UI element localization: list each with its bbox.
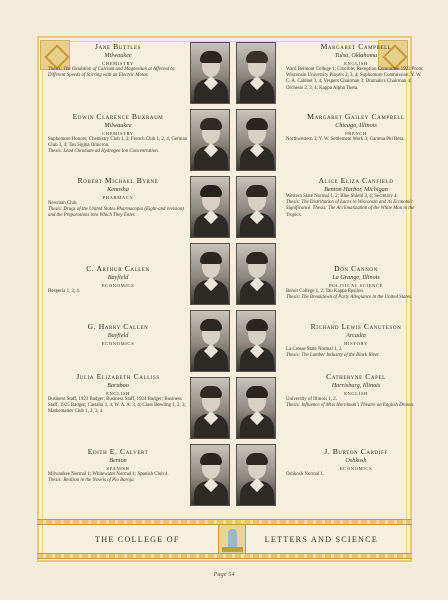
portrait-photo bbox=[236, 243, 276, 305]
student-name: Edwin Clarence Buxbaum bbox=[72, 112, 164, 121]
portrait-hair bbox=[246, 453, 268, 465]
portrait-hair bbox=[200, 118, 222, 130]
student-activities: La Crosse State Normal 1, 2. bbox=[286, 347, 343, 352]
student-thesis: Thesis: The Breakdown of Party Allegiance in the United States. bbox=[286, 295, 413, 301]
footer-banner bbox=[37, 519, 412, 559]
student-thesis: Thesis: Drugs of the United States Pharmacopia (Eight-and revision) and the Preparations into Which They Enter. bbox=[48, 207, 184, 219]
footer-left-text: THE COLLEGE OF bbox=[95, 535, 180, 544]
student-activities: Business Staff, 1923 Badger; Business Staff, 1924 Badger; Business Staff, 1925 Badger; Castalia 3, 4; W. A. A. 3, 4; Class Bowling 1, 2, 3; Mathematics Club 1, 2, 3, 4. bbox=[48, 397, 186, 415]
student-department: HISTORY bbox=[344, 341, 368, 346]
student-activities: Newman Club. bbox=[48, 201, 78, 206]
student-department: POLITICAL SCIENCE bbox=[328, 283, 384, 288]
student-hometown: Oshkosh bbox=[345, 457, 367, 464]
portrait-photo bbox=[190, 243, 230, 305]
student-hometown: Benton Harbor, Michigan bbox=[324, 186, 388, 193]
portrait-hair bbox=[246, 185, 268, 197]
student-department: SPANISH bbox=[106, 466, 130, 471]
portrait-hair bbox=[200, 453, 222, 465]
student-entry bbox=[44, 176, 192, 220]
emblem-icon bbox=[218, 524, 246, 554]
student-department: ENGLISH bbox=[344, 391, 368, 396]
portrait-photo bbox=[236, 42, 276, 104]
student-name: Margaret Gailey Campbell bbox=[307, 112, 405, 121]
portrait-hair bbox=[200, 51, 222, 63]
portrait-hair bbox=[246, 252, 268, 264]
student-department: ENGLISH bbox=[106, 391, 130, 396]
student-hometown: Harrisburg, Illinois bbox=[331, 382, 381, 389]
student-hometown: Bayfield bbox=[107, 274, 129, 281]
student-department: ENGLISH bbox=[344, 61, 368, 66]
student-activities: Ward Belmont College 1; Crucible; Reception Committee 1923 Prom; Wisconsin University Players 2, 3, 4; Sophomore Commission; Y. W. C. A. Cabinet 3, 4; Vespers Chairman 3; Dramatics Chairman 4; Orchesis 2, 3, 4; Kappa Alpha Theta. bbox=[286, 67, 424, 91]
student-thesis: Thesis: The Oxidation of Calcium and Magnesium at Affected by Different Speeds of Stirring with an Electric Motor. bbox=[48, 67, 175, 79]
student-entry bbox=[282, 112, 430, 143]
student-hometown: Baraboo bbox=[107, 382, 129, 389]
student-thesis: Thesis: The Lumber Industry of the Black River. bbox=[286, 353, 380, 359]
student-name: Catheryne Capel bbox=[326, 372, 386, 381]
student-hometown: Arcadia bbox=[346, 332, 366, 339]
portrait-photo bbox=[190, 42, 230, 104]
portrait-photo bbox=[190, 176, 230, 238]
student-activities: University of Illinois 1, 2. bbox=[286, 397, 337, 402]
student-activities: Northwestern 3; Y. W. Settlement Work 3; Gamma Phi Beta. bbox=[286, 137, 405, 142]
student-department: ECONOMICS bbox=[101, 283, 135, 288]
portrait-photo bbox=[190, 444, 230, 506]
student-name: Margaret Campbell bbox=[320, 42, 392, 51]
student-entry bbox=[282, 447, 430, 478]
student-name: G. Harry Callen bbox=[87, 322, 149, 331]
portrait-photo bbox=[190, 109, 230, 171]
portrait-hair bbox=[200, 185, 222, 197]
portrait-photo bbox=[236, 176, 276, 238]
portrait-hair bbox=[200, 319, 222, 331]
student-entry bbox=[282, 322, 430, 359]
student-hometown: Tulsa, Oklahoma bbox=[334, 52, 378, 59]
student-name: Julia Elizabeth Calliss bbox=[76, 372, 160, 381]
student-hometown: Benton bbox=[109, 457, 127, 464]
student-activities: Hesperia 1, 3, 4. bbox=[48, 289, 81, 294]
portrait-hair bbox=[246, 118, 268, 130]
student-hometown: Milwaukee bbox=[104, 52, 132, 59]
student-entry bbox=[44, 42, 192, 79]
student-entry bbox=[282, 372, 430, 409]
student-entry bbox=[44, 447, 192, 484]
student-hometown: La Grange, Illinois bbox=[332, 274, 380, 281]
student-entry bbox=[44, 322, 192, 347]
student-name: Jane Buttles bbox=[94, 42, 141, 51]
student-department: PHARMACY bbox=[102, 195, 134, 200]
photo-grid bbox=[190, 42, 278, 514]
portrait-hair bbox=[200, 386, 222, 398]
student-name: C. Arthur Callen bbox=[86, 264, 150, 273]
student-name: Alice Eliza Canfield bbox=[318, 176, 394, 185]
student-hometown: Kenosha bbox=[107, 186, 129, 193]
portrait-hair bbox=[246, 51, 268, 63]
student-name: J. Burton Cardiff bbox=[324, 447, 388, 456]
student-name: Richard Lewis Canuteson bbox=[310, 322, 402, 331]
student-entry bbox=[44, 112, 192, 156]
student-entry bbox=[44, 264, 192, 295]
student-department: ECONOMICS bbox=[101, 341, 135, 346]
student-entry bbox=[282, 264, 430, 301]
student-activities: Oshkosh Normal 1. bbox=[286, 472, 325, 477]
portrait-photo bbox=[190, 377, 230, 439]
student-name: Edith E. Calvert bbox=[87, 447, 149, 456]
student-department: CHEMISTRY bbox=[102, 61, 134, 66]
portrait-photo bbox=[190, 310, 230, 372]
student-thesis: Thesis: Lead Chromate ad Hydrogen Ion Concentration. bbox=[48, 149, 159, 155]
portrait-hair bbox=[200, 252, 222, 264]
portrait-photo bbox=[236, 109, 276, 171]
portrait-hair bbox=[246, 319, 268, 331]
student-thesis: Thesis: Influence of Miss Horniman's Theatre on English Drama. bbox=[286, 403, 415, 409]
student-thesis: Thesis: Realism in the Novels of Pio Baroja. bbox=[48, 478, 135, 484]
student-activities: Sophomore Honors; Chemistry Club 1, 2; French Club 1, 2, 4; German Club 3, 4; Tau Sigma Omicron. bbox=[48, 137, 188, 149]
student-name: Don Cannon bbox=[334, 264, 378, 273]
student-activities: Beloit College 1, 2; Tau Kappa Epsilon. bbox=[286, 289, 365, 294]
student-name: Robert Michael Byrne bbox=[77, 176, 159, 185]
page-number: Page 54 bbox=[213, 571, 235, 578]
student-department: CHEMISTRY bbox=[102, 131, 134, 136]
footer-right-text: LETTERS AND SCIENCE bbox=[264, 535, 378, 544]
student-entry bbox=[44, 372, 192, 416]
student-department: ECONOMICS bbox=[339, 466, 373, 471]
student-hometown: Milwaukee bbox=[104, 122, 132, 129]
portrait-photo bbox=[236, 444, 276, 506]
student-activities: Milwaukee Normal 1; Whitewater Normal 1; Spanish Club 4. bbox=[48, 472, 169, 477]
student-entry bbox=[282, 176, 430, 219]
student-department: FRENCH bbox=[345, 131, 367, 136]
student-hometown: Chicago, Illinois bbox=[335, 122, 377, 129]
portrait-photo bbox=[236, 377, 276, 439]
student-entry bbox=[282, 42, 430, 92]
student-activities: Western State Normal 1, 2; Blue Shield 3, 4; Secretary 4. bbox=[286, 194, 398, 199]
student-thesis: Thesis: The Distribution of Laces in Wisconsin and its Economic Significance. Thesis: The Acclimatization of the White Man in the Tropics. bbox=[286, 200, 415, 218]
portrait-photo bbox=[236, 310, 276, 372]
student-hometown: Bayfield bbox=[107, 332, 129, 339]
portrait-hair bbox=[246, 386, 268, 398]
